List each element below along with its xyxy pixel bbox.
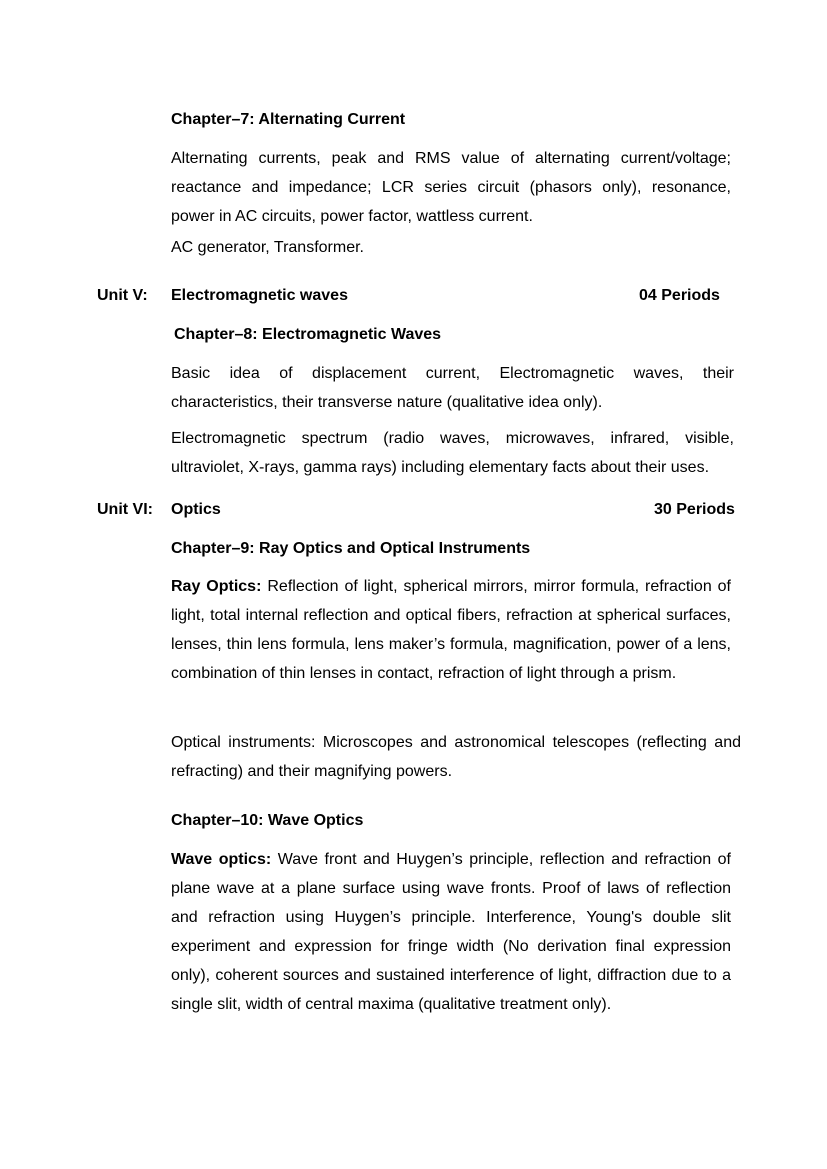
chapter-7-heading: Chapter–7: Alternating Current [171, 111, 406, 128]
chapter-8-heading: Chapter–8: Electromagnetic Waves [174, 326, 442, 343]
wave-optics-paragraph [171, 845, 731, 1019]
unit-5-label: Unit V: [97, 287, 148, 304]
ray-optics-lead: Ray Optics: [171, 578, 262, 595]
chapter-9-heading: Chapter–9: Ray Optics and Optical Instruments [171, 540, 531, 557]
chapter-8-paragraph-2: Electromagnetic spectrum (radio waves, microwaves, infrared, visible, ultraviolet, X-rays, gamma rays) including elementary facts about their uses. [171, 430, 734, 476]
chapter-8-paragraph: Basic idea of displacement current, Electromagnetic waves, their characteristics, their transverse nature (qualitative idea only). [171, 365, 734, 411]
unit-5-title: Electromagnetic waves [171, 287, 348, 304]
ray-optics-paragraph [171, 572, 731, 688]
unit-6-label: Unit VI: [97, 501, 153, 518]
unit-6-title: Optics [171, 501, 221, 518]
wave-optics-text: Wave front and Huygen’s principle, reflection and refraction of plane wave at a plane surface using wave fronts. Proof of laws of reflection and refraction using Huygen’s principle. Interference, Young's double slit experiment and expression for fringe width (No derivation final expression only), coherent sources and sustained interference of light, diffraction due to a single slit, width of central maxima (qualitative treatment only). [171, 851, 731, 1013]
optical-instruments-paragraph: Optical instruments: Microscopes and astronomical telescopes (reflecting and refracting) and their magnifying powers. [171, 734, 741, 780]
chapter-7-paragraph: Alternating currents, peak and RMS value of alternating current/voltage; reactance and impedance; LCR series circuit (phasors only), resonance, power in AC circuits, power factor, wattless current. [171, 150, 731, 225]
chapter-7-paragraph-2: AC generator, Transformer. [171, 239, 364, 256]
ray-optics-text: Reflection of light, spherical mirrors, mirror formula, refraction of light, total internal reflection and optical fibers, refraction at spherical surfaces, lenses, thin lens formula, lens maker’s formula, magnification, power of a lens, combination of thin lenses in contact, refraction of light through a prism. [171, 578, 732, 682]
wave-optics-lead: Wave optics: [171, 851, 272, 868]
unit-6-periods: 30 Periods [654, 501, 735, 518]
chapter-10-heading: Chapter–10: Wave Optics [171, 812, 364, 829]
unit-5-periods: 04 Periods [639, 287, 720, 304]
